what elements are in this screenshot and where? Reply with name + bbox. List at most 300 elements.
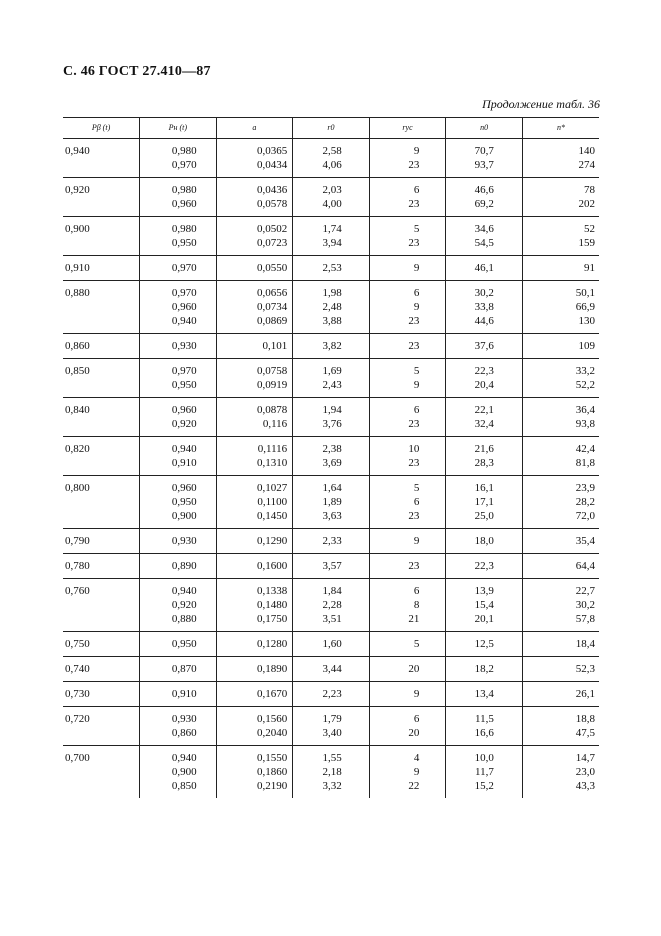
pn-value: 0,890 [171, 560, 197, 572]
a-value: 0,2040 [256, 727, 288, 739]
cell-rus [369, 707, 446, 746]
page-header: С. 46 ГОСТ 27.410—87 [63, 64, 211, 79]
cell-nstar [522, 529, 599, 554]
rus-value: 5 [413, 365, 420, 377]
pn-value: 0,970 [171, 262, 197, 274]
cell-a [216, 139, 293, 178]
cell-n0 [446, 632, 523, 657]
n0-value: 13,9 [474, 585, 494, 597]
pb-value: 0,740 [65, 663, 90, 675]
pn-value: 0,950 [171, 496, 197, 508]
cell-pn [140, 657, 217, 682]
cell-pb [63, 334, 140, 359]
pn-value: 0,950 [171, 237, 197, 249]
cell-n0 [446, 476, 523, 529]
r0-value: 3,88 [322, 315, 342, 327]
pn-value: 0,930 [171, 340, 197, 352]
cell-a [216, 579, 293, 632]
pn-value: 0,960 [171, 301, 197, 313]
table-row [63, 359, 599, 398]
cell-r0 [293, 682, 370, 707]
pn-value: 0,940 [171, 752, 197, 764]
n0-value: 54,5 [474, 237, 494, 249]
r0-value: 3,51 [322, 613, 342, 625]
pn-value: 0,900 [171, 510, 197, 522]
r0-value: 4,06 [322, 159, 342, 171]
cell-r0 [293, 139, 370, 178]
n0-value: 11,5 [475, 713, 494, 725]
cell-rus [369, 359, 446, 398]
n0-value: 25,0 [474, 510, 494, 522]
cell-a [216, 256, 293, 281]
table-row [63, 437, 599, 476]
table-row [63, 682, 599, 707]
r0-value: 2,38 [322, 443, 342, 455]
pn-value: 0,920 [171, 599, 197, 611]
table-row [63, 746, 599, 799]
pn-value: 0,970 [171, 365, 197, 377]
pn-value: 0,930 [171, 535, 197, 547]
rus-value: 6 [413, 184, 420, 196]
cell-pb [63, 632, 140, 657]
pn-value: 0,960 [171, 482, 197, 494]
cell-r0 [293, 334, 370, 359]
rus-value: 9 [413, 688, 420, 700]
cell-pb [63, 178, 140, 217]
cell-r0 [293, 437, 370, 476]
pn-value: 0,920 [171, 418, 197, 430]
table-row [63, 281, 599, 334]
n0-value: 28,3 [474, 457, 494, 469]
cell-pn [140, 359, 217, 398]
cell-nstar [522, 476, 599, 529]
cell-nstar [522, 682, 599, 707]
nstar-value: 159 [578, 237, 595, 249]
cell-rus [369, 579, 446, 632]
rus-value: 9 [413, 301, 420, 313]
rus-value: 9 [413, 379, 420, 391]
a-value: 0,0434 [256, 159, 288, 171]
rus-value: 5 [413, 223, 420, 235]
data-table [63, 117, 599, 798]
rus-value: 23 [408, 237, 420, 249]
a-value: 0,0656 [256, 287, 288, 299]
rus-value: 10 [408, 443, 420, 455]
cell-a [216, 359, 293, 398]
cell-a [216, 746, 293, 799]
a-value: 0,1338 [256, 585, 288, 597]
cell-n0 [446, 682, 523, 707]
cell-n0 [446, 217, 523, 256]
pn-value: 0,970 [171, 159, 197, 171]
pn-value: 0,870 [171, 663, 197, 675]
cell-pn [140, 398, 217, 437]
cell-rus [369, 476, 446, 529]
a-value: 0,0734 [256, 301, 288, 313]
a-value: 0,0578 [256, 198, 288, 210]
r0-value: 3,69 [322, 457, 342, 469]
a-value: 0,1750 [256, 613, 288, 625]
cell-r0 [293, 398, 370, 437]
cell-nstar [522, 707, 599, 746]
cell-rus [369, 139, 446, 178]
cell-n0 [446, 437, 523, 476]
nstar-value: 28,2 [575, 496, 595, 508]
nstar-value: 91 [584, 262, 595, 274]
rus-value: 23 [408, 418, 420, 430]
cell-a [216, 437, 293, 476]
pn-value: 0,950 [171, 638, 197, 650]
rus-value: 20 [408, 663, 420, 675]
table-row [63, 139, 599, 178]
cell-rus [369, 632, 446, 657]
cell-nstar [522, 217, 599, 256]
pb-value: 0,880 [65, 287, 90, 299]
n0-value: 13,4 [474, 688, 494, 700]
header-n0: n0 [446, 118, 523, 139]
cell-n0 [446, 529, 523, 554]
cell-pb [63, 217, 140, 256]
a-value: 0,0502 [256, 223, 288, 235]
header-nstar: n* [522, 118, 599, 139]
r0-value: 3,94 [322, 237, 342, 249]
cell-nstar [522, 256, 599, 281]
cell-pb [63, 256, 140, 281]
cell-pb [63, 746, 140, 799]
r0-value: 1,69 [322, 365, 342, 377]
nstar-value: 52 [584, 223, 595, 235]
n0-value: 69,2 [474, 198, 494, 210]
pb-value: 0,900 [65, 223, 90, 235]
r0-value: 2,28 [322, 599, 342, 611]
cell-a [216, 657, 293, 682]
nstar-value: 81,8 [575, 457, 595, 469]
rus-value: 23 [408, 315, 420, 327]
pb-value: 0,720 [65, 713, 90, 725]
n0-value: 33,8 [474, 301, 494, 313]
a-value: 0,1310 [256, 457, 288, 469]
cell-r0 [293, 579, 370, 632]
cell-n0 [446, 398, 523, 437]
cell-r0 [293, 359, 370, 398]
cell-rus [369, 334, 446, 359]
cell-rus [369, 657, 446, 682]
n0-value: 15,4 [474, 599, 494, 611]
a-value: 0,0878 [256, 404, 288, 416]
cell-pn [140, 554, 217, 579]
table-row [63, 707, 599, 746]
cell-a [216, 529, 293, 554]
cell-r0 [293, 256, 370, 281]
r0-value: 2,53 [322, 262, 342, 274]
cell-nstar [522, 334, 599, 359]
a-value: 0,1480 [256, 599, 288, 611]
pb-value: 0,910 [65, 262, 90, 274]
cell-n0 [446, 554, 523, 579]
nstar-value: 93,8 [575, 418, 595, 430]
cell-rus [369, 437, 446, 476]
cell-a [216, 334, 293, 359]
table-row [63, 476, 599, 529]
a-value: 0,0550 [256, 262, 288, 274]
cell-pn [140, 682, 217, 707]
cell-nstar [522, 178, 599, 217]
n0-value: 17,1 [474, 496, 494, 508]
cell-pn [140, 281, 217, 334]
n0-value: 16,1 [474, 482, 494, 494]
n0-value: 21,6 [474, 443, 494, 455]
cell-pn [140, 334, 217, 359]
r0-value: 1,55 [322, 752, 342, 764]
n0-value: 16,6 [474, 727, 494, 739]
cell-nstar [522, 281, 599, 334]
pb-value: 0,850 [65, 365, 90, 377]
rus-value: 6 [413, 496, 420, 508]
cell-nstar [522, 139, 599, 178]
pn-value: 0,940 [171, 315, 197, 327]
r0-value: 1,98 [322, 287, 342, 299]
n0-value: 70,7 [474, 145, 494, 157]
cell-r0 [293, 554, 370, 579]
cell-rus [369, 746, 446, 799]
table-row [63, 398, 599, 437]
cell-a [216, 281, 293, 334]
rus-value: 23 [408, 340, 420, 352]
cell-rus [369, 178, 446, 217]
a-value: 0,1550 [256, 752, 288, 764]
a-value: 0,0919 [256, 379, 288, 391]
pn-value: 0,860 [171, 727, 197, 739]
pn-value: 0,980 [171, 184, 197, 196]
header-pb: Pβ (t) [63, 118, 140, 139]
r0-value: 3,32 [322, 780, 342, 792]
cell-pn [140, 529, 217, 554]
r0-value: 1,89 [322, 496, 342, 508]
table-row [63, 334, 599, 359]
rus-value: 23 [408, 510, 420, 522]
table-row [63, 554, 599, 579]
r0-value: 1,60 [322, 638, 342, 650]
cell-nstar [522, 746, 599, 799]
a-value: 0,0436 [256, 184, 288, 196]
r0-value: 2,48 [322, 301, 342, 313]
cell-pn [140, 707, 217, 746]
cell-rus [369, 554, 446, 579]
n0-value: 12,5 [474, 638, 494, 650]
table-row [63, 256, 599, 281]
r0-value: 2,43 [322, 379, 342, 391]
pn-value: 0,950 [171, 379, 197, 391]
header-a: a [216, 118, 293, 139]
rus-value: 5 [413, 482, 420, 494]
rus-value: 22 [408, 780, 420, 792]
cell-pb [63, 707, 140, 746]
n0-value: 22,3 [474, 365, 494, 377]
cell-n0 [446, 657, 523, 682]
nstar-value: 52,3 [575, 663, 595, 675]
n0-value: 20,4 [474, 379, 494, 391]
a-value: 0,1450 [256, 510, 288, 522]
rus-value: 4 [413, 752, 420, 764]
cell-pb [63, 529, 140, 554]
cell-n0 [446, 359, 523, 398]
cell-pn [140, 256, 217, 281]
a-value: 0,0758 [256, 365, 288, 377]
cell-r0 [293, 657, 370, 682]
rus-value: 9 [413, 535, 420, 547]
pb-value: 0,860 [65, 340, 90, 352]
header-pn: Pн (t) [140, 118, 217, 139]
n0-value: 37,6 [474, 340, 494, 352]
nstar-value: 64,4 [575, 560, 595, 572]
pb-value: 0,840 [65, 404, 90, 416]
table-body [63, 139, 599, 799]
a-value: 0,2190 [256, 780, 288, 792]
cell-a [216, 707, 293, 746]
cell-pn [140, 579, 217, 632]
pn-value: 0,940 [171, 585, 197, 597]
cell-pn [140, 217, 217, 256]
cell-pb [63, 437, 140, 476]
nstar-value: 23,9 [575, 482, 595, 494]
cell-n0 [446, 139, 523, 178]
nstar-value: 72,0 [575, 510, 595, 522]
nstar-value: 109 [578, 340, 595, 352]
cell-nstar [522, 657, 599, 682]
a-value: 0,1670 [256, 688, 288, 700]
n0-value: 15,2 [474, 780, 494, 792]
nstar-value: 35,4 [575, 535, 595, 547]
table-row [63, 178, 599, 217]
cell-a [216, 476, 293, 529]
pn-value: 0,980 [171, 145, 197, 157]
pb-value: 0,700 [65, 752, 90, 764]
n0-value: 18,0 [474, 535, 494, 547]
n0-value: 32,4 [474, 418, 494, 430]
cell-r0 [293, 476, 370, 529]
rus-value: 23 [408, 198, 420, 210]
cell-pn [140, 746, 217, 799]
r0-value: 1,74 [322, 223, 342, 235]
cell-pb [63, 657, 140, 682]
cell-n0 [446, 256, 523, 281]
r0-value: 2,33 [322, 535, 342, 547]
r0-value: 1,79 [322, 713, 342, 725]
cell-nstar [522, 579, 599, 632]
nstar-value: 78 [584, 184, 595, 196]
nstar-value: 130 [578, 315, 595, 327]
cell-pb [63, 554, 140, 579]
a-value: 0,116 [262, 418, 288, 430]
r0-value: 3,44 [322, 663, 342, 675]
nstar-value: 57,8 [575, 613, 595, 625]
pn-value: 0,910 [171, 688, 197, 700]
cell-r0 [293, 529, 370, 554]
cell-pn [140, 476, 217, 529]
pb-value: 0,940 [65, 145, 90, 157]
r0-value: 3,57 [322, 560, 342, 572]
nstar-value: 30,2 [575, 599, 595, 611]
pn-value: 0,880 [171, 613, 197, 625]
a-value: 0,1560 [256, 713, 288, 725]
header-row [63, 118, 599, 139]
header-r0: r0 [293, 118, 370, 139]
cell-pb [63, 281, 140, 334]
pb-value: 0,730 [65, 688, 90, 700]
cell-nstar [522, 437, 599, 476]
cell-n0 [446, 746, 523, 799]
a-value: 0,1100 [257, 496, 288, 508]
pb-value: 0,760 [65, 585, 90, 597]
rus-value: 5 [413, 638, 420, 650]
cell-rus [369, 281, 446, 334]
rus-value: 6 [413, 585, 420, 597]
nstar-value: 18,4 [575, 638, 595, 650]
n0-value: 10,0 [474, 752, 494, 764]
cell-nstar [522, 632, 599, 657]
nstar-value: 66,9 [575, 301, 595, 313]
r0-value: 2,58 [322, 145, 342, 157]
pb-value: 0,820 [65, 443, 90, 455]
a-value: 0,1890 [256, 663, 288, 675]
rus-value: 6 [413, 287, 420, 299]
rus-value: 23 [408, 159, 420, 171]
cell-pn [140, 437, 217, 476]
pb-value: 0,790 [65, 535, 90, 547]
nstar-value: 14,7 [575, 752, 595, 764]
nstar-value: 274 [578, 159, 595, 171]
cell-a [216, 178, 293, 217]
nstar-value: 22,7 [575, 585, 595, 597]
a-value: 0,101 [262, 340, 288, 352]
rus-value: 9 [413, 766, 420, 778]
r0-value: 1,94 [322, 404, 342, 416]
pn-value: 0,980 [171, 223, 197, 235]
cell-pb [63, 476, 140, 529]
table-row [63, 657, 599, 682]
nstar-value: 26,1 [575, 688, 595, 700]
r0-value: 3,40 [322, 727, 342, 739]
cell-pb [63, 139, 140, 178]
cell-pb [63, 398, 140, 437]
rus-value: 23 [408, 457, 420, 469]
n0-value: 22,1 [474, 404, 494, 416]
nstar-value: 23,0 [575, 766, 595, 778]
a-value: 0,1290 [256, 535, 288, 547]
pn-value: 0,850 [171, 780, 197, 792]
pn-value: 0,960 [171, 404, 197, 416]
n0-value: 22,3 [474, 560, 494, 572]
nstar-value: 33,2 [575, 365, 595, 377]
cell-rus [369, 529, 446, 554]
cell-r0 [293, 178, 370, 217]
nstar-value: 47,5 [575, 727, 595, 739]
cell-pb [63, 359, 140, 398]
cell-rus [369, 682, 446, 707]
cell-pn [140, 139, 217, 178]
nstar-value: 50,1 [575, 287, 595, 299]
pb-value: 0,780 [65, 560, 90, 572]
n0-value: 46,6 [474, 184, 494, 196]
nstar-value: 18,8 [575, 713, 595, 725]
cell-n0 [446, 707, 523, 746]
table-row [63, 529, 599, 554]
r0-value: 3,63 [322, 510, 342, 522]
nstar-value: 42,4 [575, 443, 595, 455]
rus-value: 8 [413, 599, 420, 611]
n0-value: 18,2 [474, 663, 494, 675]
cell-pn [140, 178, 217, 217]
